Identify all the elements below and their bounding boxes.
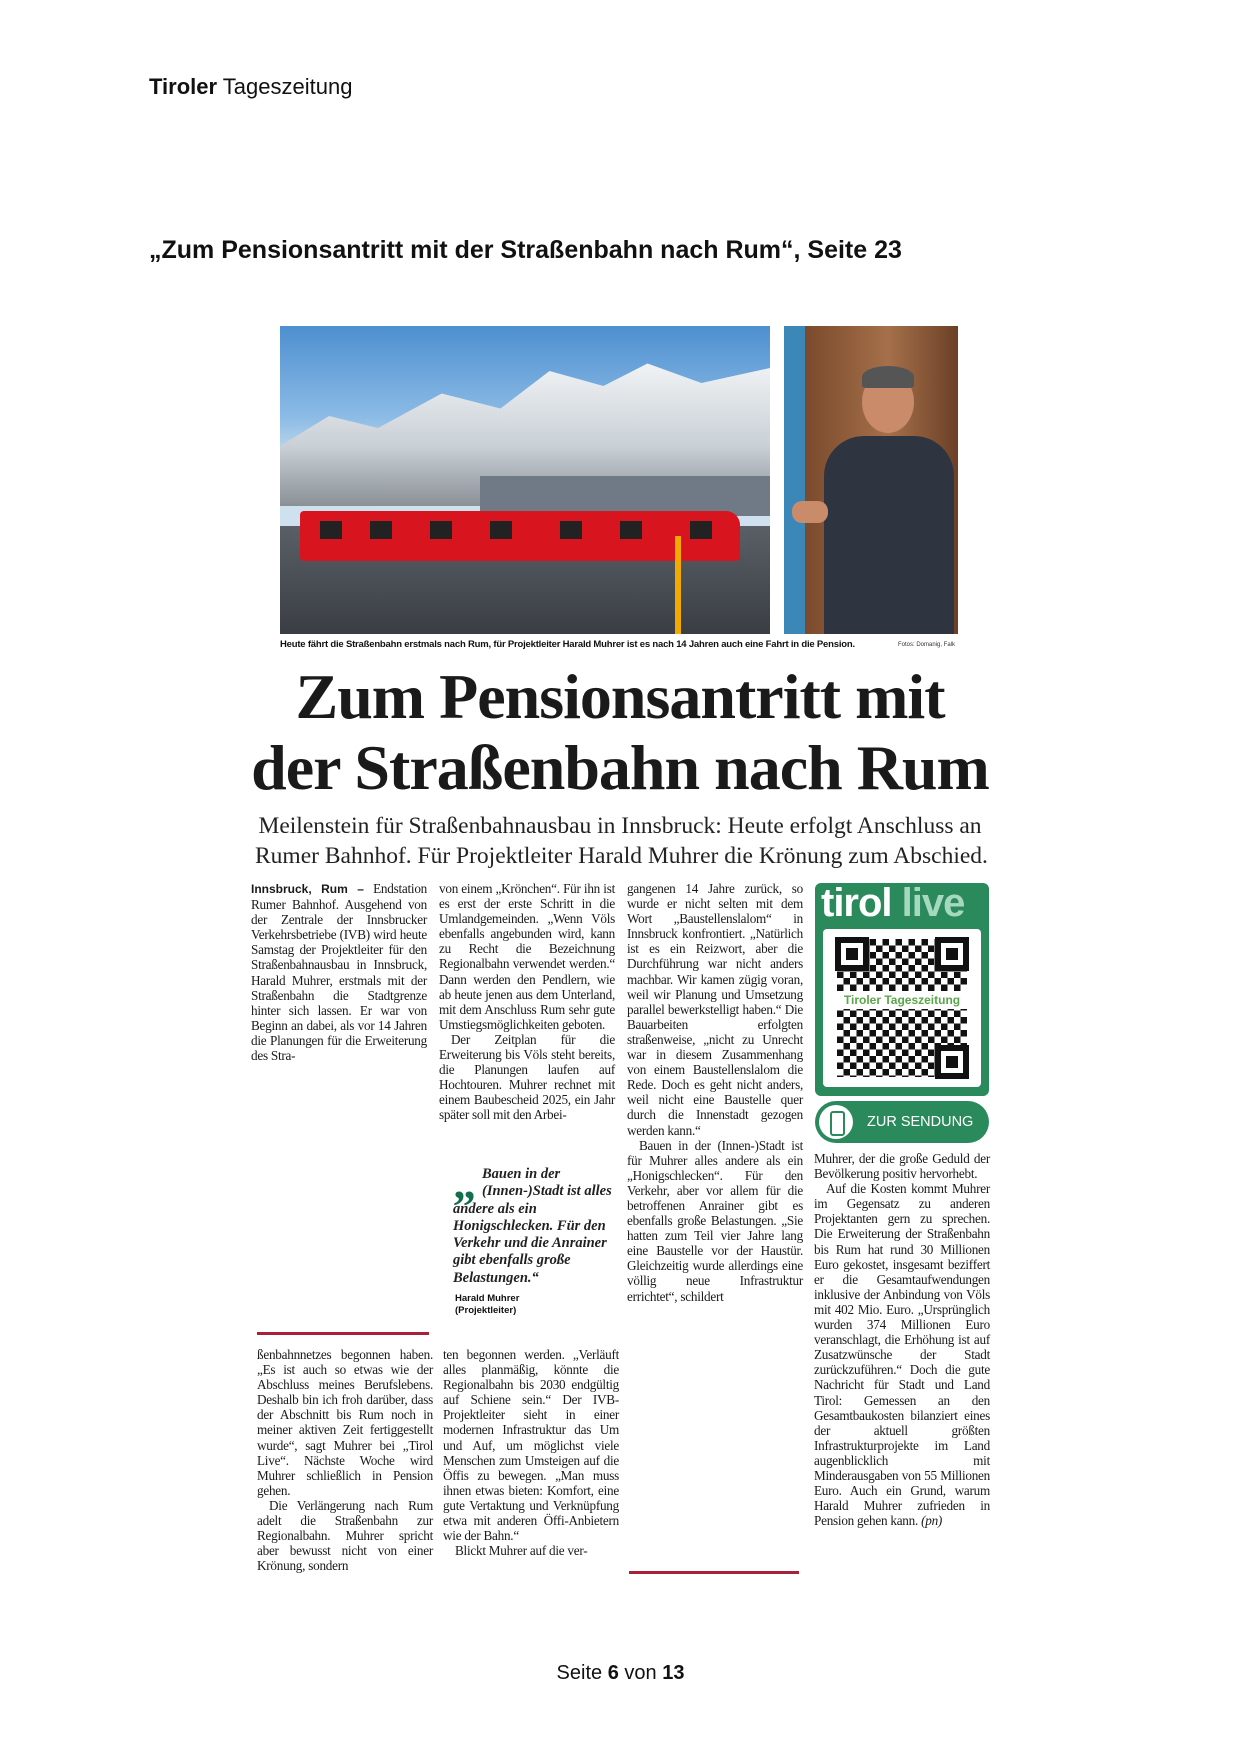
- column-4: [814, 1151, 990, 1528]
- zur-sendung-button[interactable]: [815, 1101, 989, 1143]
- paragraph: Bauen in der (Innen-)Stadt ist für Muhrer alles andere als ein „Honigschlecken“. Für den Verkehr, aber vor allem für die betroffenen Anrainer gibt es ebenfalls große Belastungen. „Sie hatten zum Teil vier Jahre lang eine Baustelle vor der Haustür. Gleichzeitig wurde allerdings eine völlig neue Infrastruktur errichtet“, schildert: [627, 1137, 803, 1304]
- brand-regular: Tageszeitung: [222, 74, 353, 99]
- headline-line-2: der Straßenbahn nach Rum: [251, 732, 989, 803]
- column-3: [627, 881, 803, 1304]
- brand-bold: Tiroler: [149, 74, 218, 99]
- footer-prefix: Seite: [556, 1662, 603, 1684]
- subhead-line-2: Rumer Bahnhof. Für Projektleiter Harald Muhrer die Krönung zum Abschied.: [255, 843, 988, 869]
- column-1-bottom: [257, 1347, 433, 1573]
- qr-code[interactable]: [823, 929, 981, 1087]
- smartphone-icon: [819, 1105, 853, 1139]
- photo-credit: Fotos: Domanig, Falk: [898, 642, 956, 648]
- footer-middle: von: [624, 1662, 657, 1684]
- dateline: Innsbruck, Rum –: [251, 882, 364, 896]
- qr-brand-label: Tiroler Tageszeitung: [823, 991, 981, 1009]
- pull-quote: [453, 1157, 613, 1287]
- paragraph: Die Verlängerung nach Rum adelt die Straßenbahn zur Regionalbahn. Muhrer spricht aber bewusst nicht von einer Krönung, sondern: [257, 1497, 433, 1574]
- logo-word-1: tirol: [821, 881, 892, 925]
- quote-role: (Projektleiter): [455, 1305, 517, 1316]
- quote-text: Bauen in der (Innen-)Stadt ist alles andere als ein Honigschlecken. Für den Verkehr und die Anrainer gibt ebenfalls große Belastungen.“: [453, 1166, 612, 1286]
- newspaper-brand: [149, 74, 352, 100]
- page-number: [0, 1662, 1241, 1685]
- tirol-live-logo: [821, 881, 964, 926]
- paragraph: gangenen 14 Jahre zurück, so wurde er nicht selten mit dem Wort „Baustellenslalom“ in Innsbruck konfrontiert. „Natürlich ist es ein Reizwort, aber die Durchführung war nicht anders machbar. Wir kamen zügig voran, weil wir Planung und Umsetzung parallel bewerkstelligt haben.“ Die Bauarbeiten erfolgten straßenweise, „nicht zu Unrecht war in diesem Zusammenhang von einem Baustellenslalom die Rede. Doch es geht nicht anders, weil nicht eine Baustelle quer durch die Innenstadt gezogen werden kann.“: [627, 881, 803, 1138]
- quote-mark-icon: „: [453, 1157, 476, 1208]
- paragraph: Muhrer, der die große Geduld der Bevölkerung positiv hervorhebt.: [814, 1151, 990, 1182]
- paragraph: Endstation Rumer Bahnhof. Ausgehend von der Zentrale der Innsbrucker Verkehrsbetriebe (IVB) wird heute Samstag der Projektleiter für den Straßenbahnausbau in Innsbruck, Harald Muhrer, erstmals mit der Straßenbahn die Stadtgrenze hinter sich lassen. Er war von Beginn an dabei, als vor 14 Jahren die Planungen für die Erweiterung des Stra-: [251, 881, 428, 1064]
- button-label: ZUR SENDUNG: [867, 1114, 974, 1130]
- paragraph: ßenbahnnetzes begonnen haben. „Es ist auch so etwas wie der Abschluss meines Berufslebens. Deshalb bin ich froh darüber, dass der Abschnitt bis Rum noch in meiner aktiven Zeit fertiggestellt wurde“, sagt Muhrer bei „Tirol Live“. Nächste Woche wird Muhrer schließlich in Pension gehen.: [257, 1347, 433, 1498]
- portrait-photo: [784, 326, 958, 634]
- subhead-line-1: Meilenstein für Straßenbahnausbau in Innsbruck: Heute erfolgt Anschluss an: [258, 813, 982, 839]
- column-2-bottom: [443, 1347, 619, 1558]
- current-page: 6: [607, 1662, 619, 1684]
- column-1-top: [251, 881, 427, 1063]
- total-pages: 13: [662, 1662, 685, 1684]
- photo-caption: Heute fährt die Straßenbahn erstmals nach Rum, für Projektleiter Harald Muhrer ist es nach 14 Jahren auch eine Fahrt in die Pension.: [280, 639, 855, 650]
- divider-rule: [629, 1571, 799, 1574]
- author-signoff: (pn): [921, 1513, 943, 1529]
- headline-line-1: Zum Pensionsantritt mit: [295, 661, 945, 732]
- paragraph: ten begonnen werden. „Verläuft alles planmäßig, könnte die Regionalbahn bis 2030 endgültig auf Schiene sein.“ Der IVB-Projektleiter sieht in einer modernen Infrastruktur das Um und Auf, um möglichst viele Menschen zum Umsteigen auf die Öffis zu bewegen. „Man muss ihnen etwas bieten: Komfort, eine gute Vertaktung und Verknüpfung etwa mit anderen Öffi-Anbietern wie der Bahn.“: [443, 1347, 619, 1544]
- column-2-top: [439, 881, 615, 1123]
- paragraph: Blickt Muhrer auf die ver-: [455, 1543, 588, 1559]
- paragraph: von einem „Krönchen“. Für ihn ist es erst der erste Schritt in die Umlandgemeinden. „Wenn Völs ebenfalls angebunden wird, kann zu Recht die Bezeichnung Regionalbahn verwendet werden.“ Dann werden den Pendlern, wie ab heute jenen aus dem Unterland, mit dem Anschluss Rum sehr gute Umstiegsmöglichkeiten geboten.: [439, 881, 615, 1032]
- divider-rule: [257, 1332, 429, 1335]
- paragraph: Der Zeitplan für die Erweiterung bis Völs steht bereits, die Planungen laufen auf Hochtouren. Muhrer rechnet mit einem Baubescheid 2025, ein Jahr später soll mit den Arbei-: [439, 1031, 615, 1123]
- logo-word-2: live: [901, 881, 965, 925]
- document-title: „Zum Pensionsantritt mit der Straßenbahn nach Rum“, Seite 23: [149, 236, 902, 264]
- quote-attribution: [455, 1293, 519, 1317]
- paragraph: Auf die Kosten kommt Muhrer im Gegensatz zu anderen Projektanten gern zu sprechen. Die Erweiterung der Straßenbahn bis Rum hat rund 30 Millionen Euro gekostet, insgesamt beziffert er die Gesamtaufwendungen inklusive der Anbindung von Völs mit 402 Mio. Euro. „Ursprünglich wurden 374 Millionen Euro veranschlagt, die Erhöhung ist auf Zusatzwünsche der Stadt zurückzuführen.“ Doch die gute Nachricht für Stadt und Land Tirol: Gemessen an den Gesamtbaukosten bilanziert eines der aktuell größten Infrastrukturprojekte im Land augenblicklich mit Minderausgaben von 55 Millionen Euro. Auch ein Grund, warum Harald Muhrer zufrieden in Pension gehen kann.: [814, 1181, 990, 1529]
- tirol-live-qr-box[interactable]: [815, 883, 989, 1096]
- tram-photo: [280, 326, 770, 634]
- quote-author: Harald Muhrer: [455, 1293, 520, 1304]
